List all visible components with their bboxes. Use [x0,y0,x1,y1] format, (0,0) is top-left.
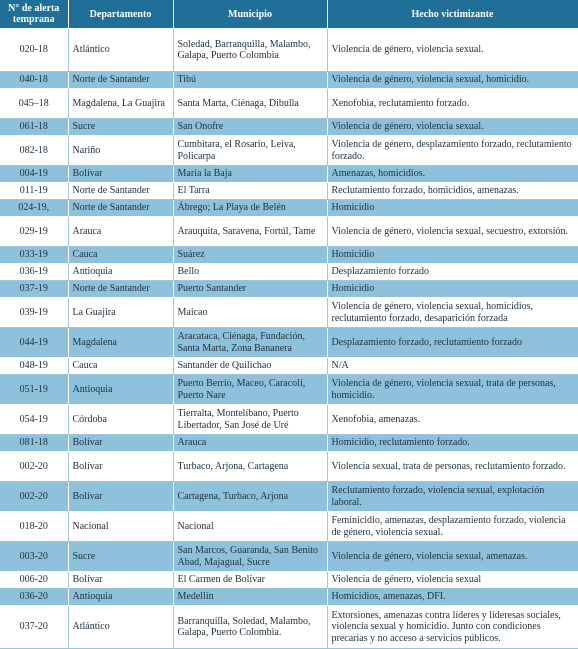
municipality-cell: Tibú [173,72,327,89]
municipality-cell: Ábrego; La Playa de Belén [173,200,327,217]
department-cell: Antioquia [68,264,173,281]
table-row [0,572,578,589]
table-row [0,298,578,328]
alert-number-cell: 040-18 [0,72,68,89]
department-cell: Bolívar [68,452,173,482]
table-row [0,183,578,200]
alert-number-cell: 082-18 [0,136,68,166]
department-cell: Sucre [68,119,173,136]
victimizing-event-cell: Violencia de género, violencia sexual, secuestro, extorsión. [327,217,578,247]
table-row [0,375,578,405]
alert-number-cell: 044-19 [0,328,68,358]
table-row [0,405,578,435]
alert-number-cell: 054-19 [0,405,68,435]
municipality-cell: Nacional [173,512,327,542]
alert-number-cell: 003-20 [0,542,68,572]
alert-number-cell: 037-20 [0,606,68,649]
municipality-cell: Puerto Santander [173,281,327,298]
municipality-cell: Suárez [173,247,327,264]
department-cell: Bolívar [68,166,173,183]
department-cell: Bolívar [68,482,173,512]
header-victimizing-event: Hecho victimizante [327,0,578,29]
victimizing-event-cell: Violencia de género, violencia sexual, homicidios, reclutamiento forzado, desaparición forzada [327,298,578,328]
victimizing-event-cell: Xenofobia, amenazas. [327,405,578,435]
municipality-cell: Soledad, Barranquilla, Malambo, Galapa, Puerto Colombia [173,29,327,72]
table-row [0,358,578,375]
municipality-cell: Cumbitara, el Rosario, Leiva, Policarpa [173,136,327,166]
victimizing-event-cell: Violencia de género, violencia sexual, homicidio. [327,72,578,89]
department-cell: Bolívar [68,435,173,452]
alert-number-cell: 020-18 [0,29,68,72]
alert-number-cell: 081-18 [0,435,68,452]
table-row [0,217,578,247]
victimizing-event-cell: Reclutamiento forzado, homicidios, amenazas. [327,183,578,200]
department-cell: Cauca [68,358,173,375]
table-row [0,200,578,217]
municipality-cell: San Onofre [173,119,327,136]
victimizing-event-cell: Homicidios, amenazas, DFI. [327,589,578,606]
municipality-cell: Medellín [173,589,327,606]
table-body [0,29,578,649]
alert-number-cell: 036-20 [0,589,68,606]
department-cell: Cauca [68,247,173,264]
alert-number-cell: 061-18 [0,119,68,136]
municipality-cell: Cartagena, Turbaco, Arjona [173,482,327,512]
department-cell: Atlántico [68,606,173,649]
victimizing-event-cell: Feminicidio, amenazas, desplazamiento forzado, violencia de género, violencia sexual. [327,512,578,542]
victimizing-event-cell: Homicidio [327,200,578,217]
municipality-cell: Maicao [173,298,327,328]
department-cell: La Guajira [68,298,173,328]
victimizing-event-cell: Violencia de género, violencia sexual [327,572,578,589]
alert-number-cell: 002-20 [0,482,68,512]
department-cell: Sucre [68,542,173,572]
municipality-cell: Turbaco, Arjona, Cartagena [173,452,327,482]
victimizing-event-cell: Xenofobia, reclutamiento forzado. [327,89,578,119]
department-cell: Nariño [68,136,173,166]
table-row [0,72,578,89]
alert-number-cell: 006-20 [0,572,68,589]
table-row [0,89,578,119]
municipality-cell: Puerto Berrío, Maceo, Caracolí, Puerto Nare [173,375,327,405]
victimizing-event-cell: Violencia sexual, trata de personas, reclutamiento forzado. [327,452,578,482]
alert-number-cell: 036-19 [0,264,68,281]
table-header-row [0,0,578,29]
alert-number-cell: 033-19 [0,247,68,264]
alert-number-cell: 024-19, [0,200,68,217]
municipality-cell: María la Baja [173,166,327,183]
alert-number-cell: 039-19 [0,298,68,328]
department-cell: Norte de Santander [68,281,173,298]
alert-number-cell: 045–18 [0,89,68,119]
victimizing-event-cell: Homicidio, reclutamiento forzado. [327,435,578,452]
table-row [0,542,578,572]
header-department: Departamento [68,0,173,29]
alert-number-cell: 037-19 [0,281,68,298]
table-row [0,589,578,606]
table-row [0,166,578,183]
department-cell: Arauca [68,217,173,247]
table-row [0,482,578,512]
department-cell: Nacional [68,512,173,542]
municipality-cell: Santa Marta, Ciénaga, Dibulla [173,89,327,119]
municipality-cell: Bello [173,264,327,281]
header-alert-number: N° de alerta temprana [0,0,68,29]
alert-number-cell: 029-19 [0,217,68,247]
table-row [0,328,578,358]
table-row [0,281,578,298]
table-row [0,606,578,649]
alert-number-cell: 002-20 [0,452,68,482]
victimizing-event-cell: Violencia de género, violencia sexual, trata de personas, homicidio. [327,375,578,405]
municipality-cell: Santander de Quilichao [173,358,327,375]
alert-number-cell: 004-19 [0,166,68,183]
table-row [0,247,578,264]
table-row [0,435,578,452]
header-municipality: Municipio [173,0,327,29]
alert-number-cell: 048-19 [0,358,68,375]
victimizing-event-cell: Violencia de género, violencia sexual. [327,29,578,72]
municipality-cell: Arauquita, Saravena, Fortúl, Tame [173,217,327,247]
municipality-cell: Tierralta, Montelíbano, Puerto Libertador, San José de Uré [173,405,327,435]
department-cell: Antioquia [68,589,173,606]
municipality-cell: Arauca [173,435,327,452]
victimizing-event-cell: Desplazamiento forzado, reclutamiento forzado [327,328,578,358]
table-row [0,452,578,482]
department-cell: Norte de Santander [68,200,173,217]
department-cell: Norte de Santander [68,183,173,200]
department-cell: Norte de Santander [68,72,173,89]
alert-number-cell: 018-20 [0,512,68,542]
alert-number-cell: 051-19 [0,375,68,405]
municipality-cell: El Tarra [173,183,327,200]
department-cell: Atlántico [68,29,173,72]
department-cell: Magdalena [68,328,173,358]
department-cell: Antioquia [68,375,173,405]
department-cell: Córdoba [68,405,173,435]
victimizing-event-cell: Violencia de género, violencia sexual, amenazas. [327,542,578,572]
table-row [0,119,578,136]
victimizing-event-cell: Reclutamiento forzado, violencia sexual, explotación laboral. [327,482,578,512]
victimizing-event-cell: Homicidio [327,281,578,298]
table-row [0,264,578,281]
victimizing-event-cell: Violencia de género, violencia sexual. [327,119,578,136]
table-row [0,29,578,72]
victimizing-event-cell: Violencia de género, desplazamiento forzado, reclutamiento forzado. [327,136,578,166]
victimizing-event-cell: N/A [327,358,578,375]
victimizing-event-cell: Homicidio [327,247,578,264]
department-cell: Magdalena, La Guajira [68,89,173,119]
municipality-cell: San Marcos, Guaranda, San Benito Abad, Majagual, Sucre [173,542,327,572]
table-row [0,512,578,542]
municipality-cell: Barranquilla, Soledad, Malambo, Galapa, Puerto Colombia. [173,606,327,649]
municipality-cell: Aracataca, Ciénaga, Fundación, Santa Marta, Zona Bananera [173,328,327,358]
department-cell: Bolívar [68,572,173,589]
victimizing-event-cell: Desplazamiento forzado [327,264,578,281]
victimizing-event-cell: Extorsiones, amenazas contra líderes y lideresas sociales, violencia sexual y homicidio. Junto con condiciones precarias y no acceso a servicios públicos. [327,606,578,649]
table-row [0,136,578,166]
victimizing-event-cell: Amenazas, homicidios. [327,166,578,183]
municipality-cell: El Carmen de Bolívar [173,572,327,589]
alert-number-cell: 011-19 [0,183,68,200]
